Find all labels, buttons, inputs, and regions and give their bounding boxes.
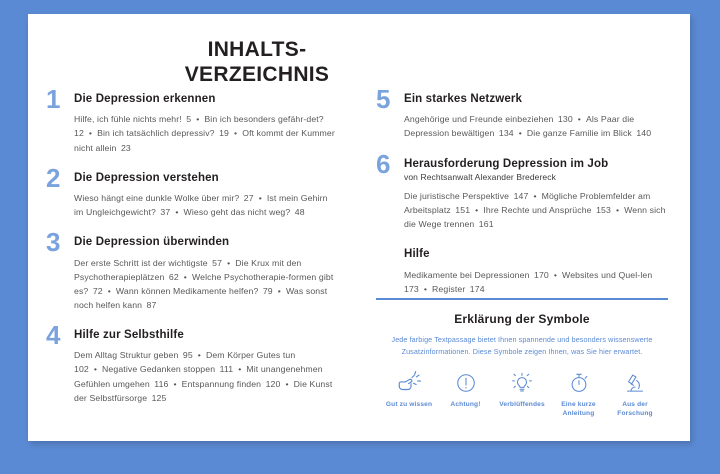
- toc-item[interactable]: Negative Gedanken stoppen 111: [102, 364, 234, 375]
- item-separator-bullet: •: [88, 128, 93, 139]
- symbols-panel-title: Erklärung der Symbole: [454, 312, 590, 327]
- toc-entry-number: 1: [46, 84, 61, 114]
- toc-entry[interactable]: [46, 227, 336, 312]
- toc-entry-heading[interactable]: Herausforderung Depression im Job: [404, 157, 609, 170]
- item-separator-bullet: •: [227, 257, 231, 268]
- toc-item[interactable]: Der erste Schritt ist der wichtigste 57: [74, 257, 223, 268]
- toc-entry-items: [74, 348, 336, 404]
- item-separator-bullet: •: [423, 283, 428, 294]
- toc-item[interactable]: Oft kommt der Kummer nicht allein 23: [74, 128, 335, 153]
- toc-entry[interactable]: [46, 319, 336, 405]
- item-separator-bullet: •: [518, 128, 522, 139]
- toc-item[interactable]: Entspannung finden 120: [181, 378, 281, 389]
- toc-right-column: [376, 84, 666, 296]
- toc-item[interactable]: Websites und Quel-len 173: [404, 269, 657, 294]
- item-separator-bullet: •: [277, 285, 281, 296]
- toc-item[interactable]: Wenn sich die Wege trennen 161: [404, 205, 666, 230]
- microscope-icon: [608, 370, 662, 396]
- toc-entry-number: 6: [376, 148, 391, 179]
- symbols-legend-row: [376, 370, 668, 419]
- toc-entry[interactable]: [46, 162, 336, 220]
- item-separator-bullet: •: [475, 205, 479, 216]
- symbols-description-line-1: Jede farbige Textpassage bietet Ihnen spannende und besonders wissenswerte: [391, 335, 653, 345]
- toc-item[interactable]: Register 174: [432, 283, 485, 294]
- item-separator-bullet: •: [285, 378, 289, 389]
- toc-item[interactable]: Als Paar die Depression bewältigen 134: [404, 114, 635, 139]
- lightbulb-icon: [495, 370, 549, 396]
- item-separator-bullet: •: [553, 269, 558, 280]
- toc-entry-items: [74, 256, 336, 312]
- toc-item[interactable]: Bin ich besonders gefähr-det? 12: [74, 114, 329, 139]
- toc-entry[interactable]: [376, 148, 666, 232]
- symbols-panel-description: [382, 334, 662, 358]
- toc-item[interactable]: Wieso hängt eine dunkle Wolke über mir? 27: [74, 193, 254, 204]
- symbols-description-line-2: Zusatzinformationen. Diese Symbole zeigen Ihnen, was Sie hier erwartet.: [401, 347, 643, 357]
- item-separator-bullet: •: [533, 190, 537, 201]
- symbol-legend-label: Achtung!: [450, 401, 481, 409]
- toc-item[interactable]: Wieso geht das nicht weg? 48: [183, 207, 305, 218]
- toc-entry-number: 2: [46, 162, 61, 193]
- toc-item[interactable]: Bin ich tatsächlich depressiv? 19: [97, 128, 230, 139]
- symbol-legend-item: [439, 370, 493, 410]
- symbols-divider: [376, 298, 668, 300]
- item-separator-bullet: •: [615, 205, 620, 216]
- item-separator-bullet: •: [196, 114, 200, 125]
- toc-entry-number: 3: [46, 227, 61, 258]
- toc-item[interactable]: Medikamente bei Depressionen 170: [404, 269, 549, 280]
- page-title: [132, 38, 382, 88]
- item-separator-bullet: •: [93, 364, 98, 375]
- toc-entry[interactable]: [376, 84, 666, 141]
- symbol-legend-item: [382, 370, 436, 410]
- item-separator-bullet: •: [234, 128, 238, 139]
- toc-item[interactable]: Mögliche Problemfelder am Arbeitsplatz 151: [404, 190, 651, 216]
- symbol-legend-label: Gut zu wissen: [385, 401, 433, 409]
- toc-entry-help[interactable]: [376, 247, 666, 296]
- symbol-legend-label: Aus der Forschung: [617, 401, 653, 418]
- symbols-panel: [376, 298, 668, 419]
- toc-entry-heading[interactable]: Die Depression erkennen: [74, 93, 216, 105]
- toc-item[interactable]: Die Kunst der Selbstfürsorge 125: [74, 378, 333, 403]
- toc-item[interactable]: Wann können Medikamente helfen? 79: [115, 285, 273, 296]
- toc-item[interactable]: Mit unangenehmen Gefühlen umgehen 116: [74, 364, 323, 389]
- toc-entry-number: 4: [46, 319, 61, 350]
- item-separator-bullet: •: [577, 114, 581, 125]
- toc-entry-items: [404, 112, 666, 140]
- toc-item[interactable]: Angehörige und Freunde einbeziehen 130: [404, 114, 573, 125]
- toc-item[interactable]: Welche Psychotherapie-formen gibt es? 72: [74, 271, 334, 296]
- stopwatch-icon: [552, 370, 606, 396]
- toc-left-column: [46, 84, 336, 421]
- toc-entry[interactable]: [46, 84, 336, 155]
- toc-entry-heading[interactable]: Die Depression überwinden: [74, 236, 230, 249]
- toc-entry-items: [74, 191, 336, 219]
- toc-item[interactable]: Die juristische Perspektive 147: [404, 190, 529, 201]
- toc-entry-items: [404, 189, 666, 231]
- toc-entry-heading[interactable]: Ein starkes Netzwerk: [404, 93, 523, 105]
- toc-item[interactable]: Die Krux mit den Psychotherapieplätzen 62: [74, 257, 302, 282]
- symbol-legend-item: [608, 370, 662, 419]
- toc-entry-heading[interactable]: Die Depression verstehen: [74, 171, 219, 184]
- page-title-line-1: INHALTS-: [207, 38, 307, 61]
- toc-entry-subtitle: von Rechtsanwalt Alexander Bredereck: [404, 171, 556, 182]
- toc-item[interactable]: Was sonst noch helfen kann 87: [74, 285, 328, 310]
- toc-item[interactable]: Dem Alltag Struktur geben 95: [74, 350, 193, 361]
- page-title-line-2: VERZEICHNIS: [184, 62, 330, 86]
- item-separator-bullet: •: [173, 378, 177, 389]
- toc-item[interactable]: Dem Körper Gutes tun 102: [74, 350, 300, 375]
- toc-entry-items: [74, 112, 336, 154]
- toc-entry-heading[interactable]: Hilfe zur Selbsthilfe: [74, 328, 184, 341]
- item-separator-bullet: •: [197, 350, 201, 361]
- symbol-legend-label: Verblüffendes: [499, 401, 545, 409]
- item-separator-bullet: •: [183, 271, 187, 282]
- toc-item[interactable]: Ihre Rechte und Ansprüche 153: [483, 205, 611, 216]
- toc-entry-number: 5: [376, 84, 391, 114]
- toc-item[interactable]: Die ganze Familie im Blick 140: [526, 128, 652, 139]
- toc-entry-items: [404, 268, 666, 296]
- symbol-legend-label: Eine kurze Anleitung: [561, 401, 596, 418]
- item-separator-bullet: •: [238, 364, 242, 375]
- symbol-legend-item: [552, 370, 606, 419]
- exclamation-circle-icon: [439, 370, 493, 396]
- toc-page: [28, 14, 690, 441]
- toc-item[interactable]: Ist mein Gehirn im Ungleichgewicht? 37: [74, 193, 328, 218]
- toc-item[interactable]: Hilfe, ich fühle nichts mehr! 5: [74, 114, 192, 125]
- pointing-hand-sparkle-icon: [382, 370, 436, 396]
- toc-entry-heading[interactable]: Hilfe: [404, 248, 430, 261]
- symbol-legend-item: [495, 370, 549, 410]
- item-separator-bullet: •: [258, 193, 262, 204]
- item-separator-bullet: •: [175, 207, 179, 218]
- item-separator-bullet: •: [107, 285, 111, 296]
